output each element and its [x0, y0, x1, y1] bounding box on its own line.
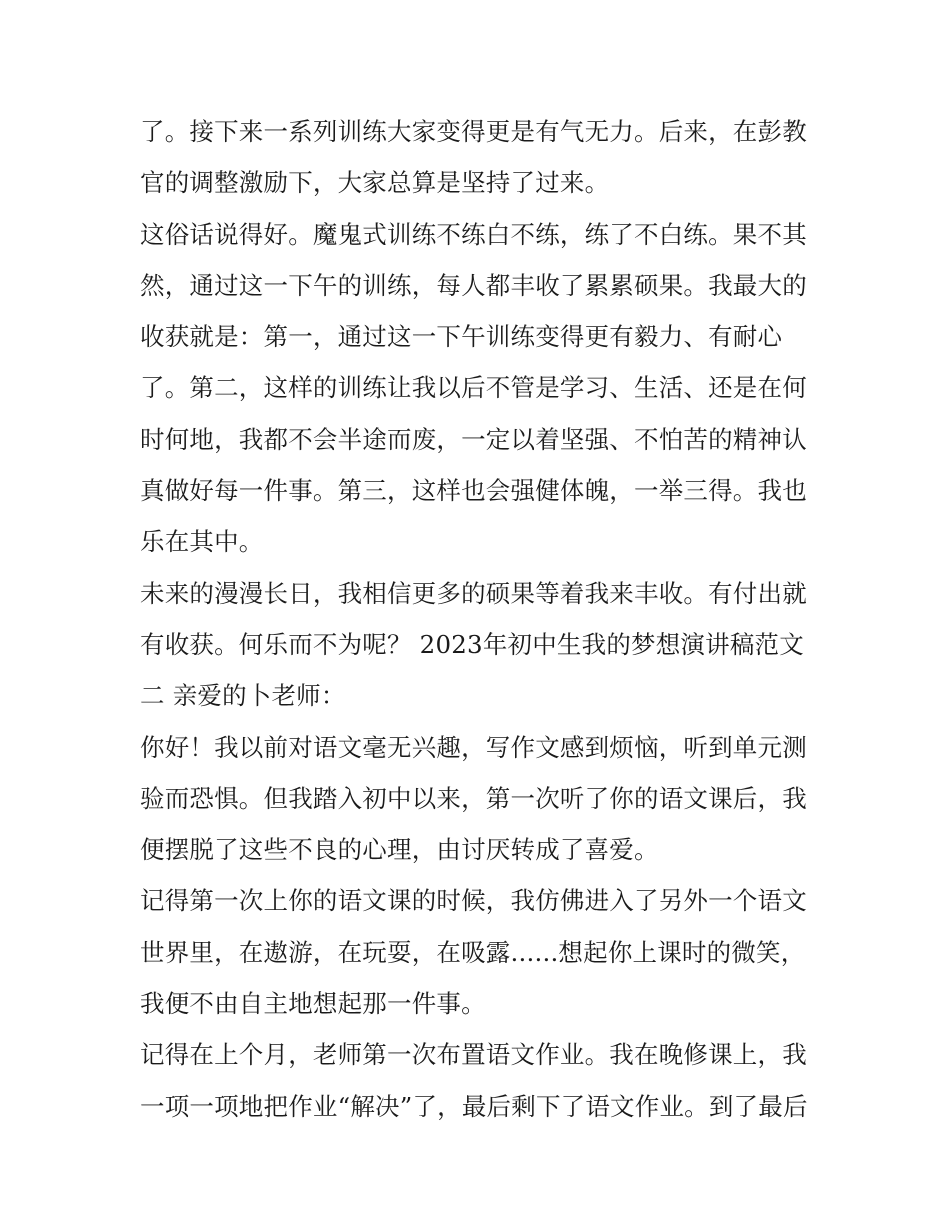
text-line: 记得在上个月，老师第一次布置语文作业。我在晚修课上，我: [140, 1040, 807, 1070]
text-line: 这俗话说得好。魔鬼式训练不练白不练，练了不白练。果不其: [140, 219, 807, 249]
text-line: 一项一项地把作业“解决”了，最后剩下了语文作业。到了最后: [140, 1091, 808, 1121]
text-line: 你好！我以前对语文毫无兴趣，写作文感到烦恼，听到单元测: [140, 732, 807, 762]
text-line: 乐在其中。: [140, 527, 264, 557]
text-line: 未来的漫漫长日，我相信更多的硕果等着我来丰收。有付出就: [140, 578, 807, 608]
text-line: 了。接下来一系列训练大家变得更是有气无力。后来，在彭教: [140, 117, 807, 146]
text-line: 官的调整激励下，大家总算是坚持了过来。: [140, 168, 610, 198]
text-line: 记得第一次上你的语文课的时候，我仿佛进入了另外一个语文: [140, 886, 807, 916]
text-line: 有收获。何乐而不为呢？ 2023年初中生我的梦想演讲稿范文: [140, 629, 804, 659]
text-line: 我便不由自主地想起那一件事。: [140, 989, 486, 1019]
document-body: [140, 106, 820, 1132]
text-line: 收获就是：第一，通过这一下午训练变得更有毅力、有耐心: [140, 322, 783, 352]
text-line: 世界里，在遨游，在玩耍，在吸露......想起你上课时的微笑，: [140, 937, 806, 967]
text-line: 了。第二，这样的训练让我以后不管是学习、生活、还是在何: [140, 373, 807, 403]
text-line: 时何地，我都不会半途而废，一定以着坚强、不怕苦的精神认: [140, 424, 807, 454]
text-line: 然，通过这一下午的训练，每人都丰收了累累硕果。我最大的: [140, 270, 807, 300]
text-line: 真做好每一件事。第三，这样也会强健体魄，一举三得。我也: [140, 476, 807, 506]
text-line: 便摆脱了这些不良的心理，由讨厌转成了喜爱。: [140, 835, 659, 865]
text-line: 验而恐惧。但我踏入初中以来，第一次听了你的语文课后，我: [140, 783, 807, 813]
text-line: 二 亲爱的卜老师：: [140, 681, 346, 711]
